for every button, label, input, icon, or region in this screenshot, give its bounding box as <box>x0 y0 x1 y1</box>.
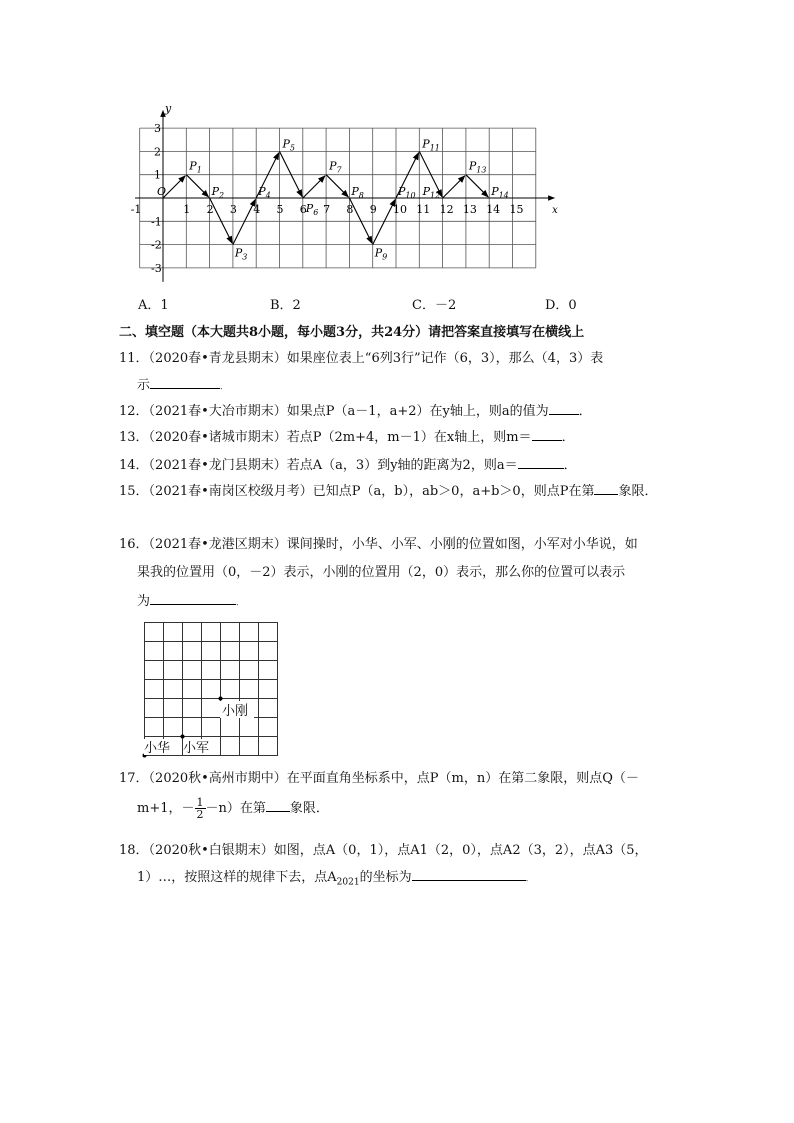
point-label-p4: $P_4$ <box>258 185 271 200</box>
answer-blank <box>518 456 564 469</box>
x-tick-label: 2 <box>206 203 214 216</box>
marker-dot: ． <box>525 874 535 884</box>
x-tick-label: 14 <box>486 203 501 216</box>
fraction-denominator: 2 <box>196 808 204 821</box>
question-15-suffix: 象限． <box>618 484 658 499</box>
marker-dot: ． <box>220 382 230 392</box>
choice-d: D．0 <box>545 298 577 313</box>
period: ． <box>561 430 575 445</box>
point-label-p10: $P_{10}$ <box>398 185 416 200</box>
point-label-p6: $P_6$ <box>305 202 319 217</box>
x-axis-label: x <box>552 205 558 216</box>
x-tick-label: 9 <box>369 203 377 216</box>
y-tick-label: -2 <box>151 238 162 252</box>
question-18-line2 <box>137 868 535 892</box>
fraction-half <box>195 797 206 820</box>
choice-c: C．－2 <box>412 298 457 313</box>
question-11-line2 <box>137 376 229 396</box>
path-arrow <box>186 175 208 197</box>
x-tick-label: 6 <box>299 203 307 216</box>
question-12-text: 12．（2021春•大冶市期末）如果点P（a－1，a+2）在y轴上，则a的值为 <box>119 404 549 419</box>
label-xiaojun: 小军 <box>183 741 210 756</box>
question-17-part-c: 象限． <box>289 801 329 816</box>
point-label-p11: $P_{11}$ <box>422 137 440 153</box>
question-17-part-a: m+1，－ <box>137 801 195 816</box>
x-tick-label: 3 <box>229 203 237 216</box>
point-label-p3: $P_3$ <box>234 246 248 262</box>
path-arrow <box>466 175 488 197</box>
question-18-part-a: 1）…，按照这样的规律下去，点A <box>137 870 337 885</box>
point-label-p2: $P_2$ <box>211 185 225 200</box>
x-tick-label: 11 <box>416 203 431 216</box>
xiaogang-point <box>219 697 223 701</box>
marker-dot: ． <box>236 598 246 608</box>
question-11-prefix: 示 <box>137 378 151 393</box>
position-grid-figure <box>140 618 285 763</box>
answer-choices <box>0 294 794 314</box>
answer-blank <box>594 482 618 495</box>
question-16-line1: 16．（2021春•龙港区期末）课间操时，小华、小军、小刚的位置如图，小军对小华说，如 <box>119 537 638 552</box>
question-12 <box>119 402 592 421</box>
question-18-part-b: 的坐标为 <box>359 870 412 885</box>
question-14-text: 14．（2021春•龙门县期末）若点A（a，3）到y轴的距离为2，则a＝ <box>119 458 518 473</box>
x-tick-label: 15 <box>509 203 524 216</box>
point-label-p12: $P_{12}$ <box>422 185 441 200</box>
question-18-sub: 2021 <box>336 877 360 888</box>
answer-blank <box>150 592 236 605</box>
point-label-p5: $P_5$ <box>282 137 295 153</box>
question-13-text: 13．（2020春•诸城市期末）若点P（2m+4，m－1）在x轴上，则m＝ <box>119 430 532 445</box>
xiaojun-point <box>181 735 185 739</box>
point-label-p8: $P_8$ <box>351 185 364 200</box>
question-14 <box>119 456 577 475</box>
point-label-p14: $P_{14}$ <box>491 185 509 200</box>
path-arrow <box>303 176 325 198</box>
question-17-line1: 17．（2020秋•高州市期中）在平面直角坐标系中，点P（m，n）在第二象限，则点Q（－ <box>119 771 639 786</box>
choice-a: A．1 <box>138 298 169 313</box>
x-tick-label: 10 <box>393 203 407 216</box>
path-arrow <box>349 198 372 243</box>
point-label-p13: $P_{13}$ <box>468 159 487 175</box>
question-15-prefix: 15．（2021春•南岗区校级月考）已知点P（a，b），ab＞0，a+b＞0，则点P在第 <box>119 484 595 499</box>
path-arrow <box>210 198 233 243</box>
x-tick-label: 4 <box>253 203 261 216</box>
section-title: 二、填空题（本大题共8小题，每小题3分，共24分）请把答案直接填写在横线上 <box>119 325 585 340</box>
y-tick-label: -3 <box>151 261 162 275</box>
answer-blank <box>412 868 526 881</box>
label-xiaogang: 小刚 <box>222 704 249 719</box>
label-xiaohua: 小华 <box>144 741 171 756</box>
question-13 <box>119 428 575 447</box>
period: ． <box>578 404 592 419</box>
point-label-p7: $P_7$ <box>329 159 342 175</box>
y-tick-label: 2 <box>154 145 161 159</box>
answer-blank <box>532 428 562 441</box>
path-arrow <box>443 176 465 198</box>
x-tick-label: -1 <box>130 203 142 216</box>
x-tick-label: 13 <box>462 203 477 216</box>
choice-b: B．2 <box>270 298 301 313</box>
answer-blank <box>150 376 220 389</box>
point-label-p9: $P_9$ <box>374 246 388 262</box>
y-tick-label: 3 <box>154 122 161 136</box>
fraction-numerator: 1 <box>196 796 204 809</box>
path-arrow <box>280 151 303 196</box>
question-16-line2: 果我的位置用（0，－2）表示，小刚的位置用（2，0）表示，那么你的位置可以表示 <box>137 565 626 580</box>
coordinate-figure <box>128 92 568 292</box>
question-11-line1: 11．（2020春•青龙县期末）如果座位表上“6列3行”记作（6，3），那么（4，3）表 <box>119 351 604 366</box>
period: ． <box>563 458 577 473</box>
question-18-line1: 18．（2020秋•白银期末）如图，点A（0，1），点A1（2，0），点A2（3，2），点A3（5， <box>119 843 648 858</box>
question-15 <box>119 482 657 501</box>
question-17-part-b: －n）在第 <box>205 801 266 816</box>
y-tick-label: 1 <box>154 168 161 182</box>
answer-blank <box>549 402 579 415</box>
y-tick-label: -1 <box>151 215 162 229</box>
question-16-line3 <box>137 592 245 612</box>
question-17-line2 <box>137 796 329 822</box>
point-label-p1: $P_1$ <box>189 159 202 175</box>
path-arrow <box>163 176 185 198</box>
x-tick-label: 8 <box>346 203 354 216</box>
path-arrow <box>326 175 348 197</box>
x-tick-label: 1 <box>183 203 191 216</box>
answer-blank <box>266 799 290 812</box>
x-tick-label: 7 <box>323 203 331 216</box>
y-axis-label: y <box>165 102 172 116</box>
question-16-prefix: 为 <box>137 594 151 609</box>
grid-lines <box>145 623 278 756</box>
origin-label: O <box>157 185 167 198</box>
x-tick-label: 12 <box>439 203 454 216</box>
x-tick-label: 5 <box>276 203 284 216</box>
